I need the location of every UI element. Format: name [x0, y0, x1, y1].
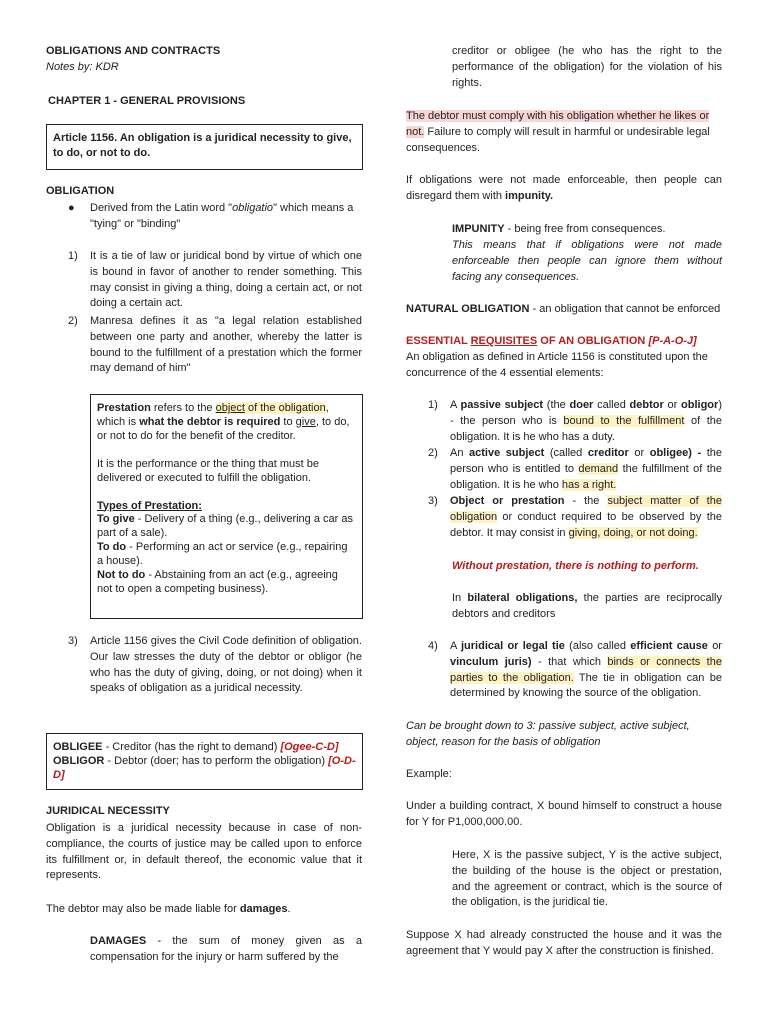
list-number: 1) — [68, 250, 78, 262]
bullet-text-b: " which means a "tying" or "binding" — [90, 202, 354, 230]
list-item-3 — [68, 634, 362, 697]
list-number: 2) — [428, 447, 438, 459]
ess-text-a: ESSENTIAL — [406, 335, 471, 347]
prestation-term: Prestation — [97, 402, 151, 414]
r-highlight: bound to the fulfillment — [563, 414, 685, 427]
damages-def-text: - the sum of money given as a compensation for the injury or harm suffered by the — [90, 935, 362, 963]
requisite-1 — [428, 398, 722, 445]
document-title: OBLIGATIONS AND CONTRACTS — [46, 45, 221, 57]
list-number: 3) — [68, 635, 78, 647]
bullet-latin — [68, 201, 362, 233]
r-text: - the — [564, 495, 608, 507]
obligee-line — [53, 740, 356, 754]
type-text: - Performing an act or service (e.g., repairing a house). — [97, 541, 348, 568]
list-number: 4) — [428, 640, 438, 652]
example-suppose: Suppose X had already constructed the house and it was the agreement that Y would pay X after the construction is finished. — [406, 929, 722, 957]
type-do — [97, 541, 356, 569]
type-label: To do — [97, 541, 127, 554]
obligee-mnemonic: [Ogee-C-D] — [280, 741, 339, 753]
requisite-text — [450, 398, 722, 445]
r-highlight: subject matter of the obligation — [450, 495, 722, 523]
r-text: A — [450, 399, 461, 411]
prestation-text: , which is — [97, 402, 329, 428]
juridical-heading: JURIDICAL NECESSITY — [46, 805, 170, 817]
requisite-4 — [428, 639, 722, 702]
bullet-text-a: Derived from the Latin word " — [90, 202, 233, 214]
r-text: or — [663, 399, 682, 411]
r-highlight: demand — [578, 462, 619, 475]
list-item-1 — [68, 249, 362, 312]
essential-intro: An obligation as defined in Article 1156 is constituted upon the concurrence of the 4 essential elements: — [406, 351, 708, 379]
requisite-text — [450, 639, 722, 702]
example-explanation: Here, X is the passive subject, Y is the active subject, the building of the house is the object or prestation, and the agreement or contract, which is the source of the obligation, is the juridical tie. — [452, 849, 722, 909]
impunity-definition — [452, 222, 722, 238]
r-text: of the obligation. It is he who has a duty. — [450, 414, 722, 443]
enforceable-paragraph — [406, 173, 722, 205]
ess-text-b: OF AN OBLIGATION — [537, 335, 649, 347]
comply-highlight: The debtor must comply with his obligation whether he likes or not. — [406, 110, 710, 138]
damages-definition — [90, 934, 362, 966]
juridical-paragraph: Obligation is a juridical necessity because in case of non-compliance, the courts of justice may be called upon to enforce its fulfillment or, in default thereof, the economic value that it represents. — [46, 822, 362, 882]
r-text: A — [450, 640, 461, 652]
comply-rest: Failure to comply will result in harmful or undesirable legal consequences. — [406, 125, 710, 154]
r-text: The tie in obligation can be determined by knowing the source of the obligation. — [450, 671, 722, 700]
prestation-object: object — [215, 402, 245, 414]
prestation-performance: It is the performance or the thing that must be delivered or executed to fulfill the obligation. — [97, 457, 319, 484]
r-bold: Object or prestation — [450, 495, 565, 507]
bullet-text-latin: obligatio — [232, 202, 274, 214]
obligee-label: OBLIGEE — [53, 741, 103, 753]
obligor-text: - Debtor (doer; has to perform the obligation) — [104, 755, 329, 767]
example-contract: Under a building contract, X bound himself to construct a house for Y for P1,000,000.00. — [406, 800, 722, 828]
r-text: or conduct required to be observed by the debtor. It may consist in — [450, 510, 722, 539]
r-text: An — [450, 447, 470, 459]
r-bold: debtor — [629, 399, 664, 411]
r-highlight: binds or connects the parties to the obligation. — [450, 655, 722, 684]
damages-label: DAMAGES — [90, 935, 147, 947]
list-item-text: It is a tie of law or juridical bond by virtue of which one is bound in favor of another to render something. This may consist in giving a thing, doing a certain act, or not doing a certain act. — [90, 250, 362, 310]
bil-text: the parties are reciprocally debtors and creditors — [452, 592, 723, 620]
bilateral-note — [452, 591, 722, 623]
r-text: (called — [544, 447, 588, 459]
prestation-definition — [97, 402, 356, 444]
list-number: 1) — [428, 399, 438, 411]
r-bold: juridical or legal tie — [461, 640, 565, 652]
r-bold: obligor — [681, 399, 719, 411]
article-1156-box — [46, 124, 363, 170]
prestation-text-hl: of the obligation — [244, 402, 326, 414]
type-label: To give — [97, 513, 135, 526]
r-bold: obligee) - — [649, 447, 702, 459]
r-highlight: giving, doing, or not doing. — [568, 526, 698, 539]
continued-text: creditor or obligee (he who has the right to the performance of the obligation) for the violation of his rights. — [452, 45, 722, 89]
requisite-2 — [428, 446, 722, 493]
ess-requisites: REQUISITES — [470, 335, 538, 347]
r-text: the fulfillment of the obligation. It is he who — [450, 462, 722, 491]
type-text: - Abstaining from an act (e.g., agreeing not to open a competing business). — [97, 569, 338, 595]
damages-paragraph — [46, 902, 362, 918]
list-item-text: Manresa defines it as "a legal relation established between one party and another, whereby the latter is bound to the fulfillment of a prestation which the former may demand of him" — [90, 315, 362, 375]
r-bold: efficient cause — [630, 640, 708, 652]
impunity-text: - being free from consequences. — [504, 223, 666, 235]
r-text: the person who is entitled to — [450, 447, 722, 475]
obligation-heading: OBLIGATION — [46, 185, 115, 197]
obligor-label: OBLIGOR — [53, 755, 105, 767]
list-item-text: Article 1156 gives the Civil Code definition of obligation. Our law stresses the duty of the debtor or obligor (he who has the duty of giving, doing, or not doing) when it speaks of obligation as a juridical necessity. — [90, 635, 362, 695]
essential-requisites-heading — [406, 334, 722, 350]
type-label: Not to do — [97, 569, 146, 582]
impunity-word: impunity. — [505, 189, 554, 202]
prestation-required: what the debtor is required — [139, 415, 281, 428]
list-number: 2) — [68, 315, 78, 327]
prestation-text: , to do, or not to do for the benefit of the creditor. — [97, 415, 350, 442]
requisite-text — [450, 446, 722, 493]
obligor-line — [53, 754, 356, 782]
comply-paragraph — [406, 109, 722, 156]
r-text: ) - the person who is — [450, 399, 722, 427]
prestation-text: refers to the — [150, 402, 216, 414]
r-text: called — [593, 399, 630, 411]
list-number: 3) — [428, 495, 438, 507]
natural-label: NATURAL OBLIGATION — [406, 303, 530, 315]
impunity-label: IMPUNITY — [452, 223, 505, 235]
prestation-note: Without prestation, there is nothing to perform. — [452, 560, 699, 572]
r-text: (also called — [564, 640, 631, 652]
natural-obligation — [406, 302, 722, 318]
summary-note: Can be brought down to 3: passive subject, active subject, object, reason for the basis of obligation — [406, 720, 690, 748]
example-label: Example: — [406, 768, 452, 780]
type-give — [97, 513, 356, 541]
obligee-text: - Creditor (has the right to demand) — [102, 741, 281, 753]
list-item-2 — [68, 314, 362, 377]
r-bold: active subject — [469, 447, 545, 459]
impunity-explanation: This means that if obligations were not made enforceable then people can ignore them without facing any consequences. — [452, 239, 722, 283]
r-bold: creditor — [587, 447, 629, 459]
notes-by: Notes by: KDR — [46, 61, 119, 73]
obligor-mnemonic: [O-D-D] — [53, 755, 356, 781]
chapter-heading: CHAPTER 1 - GENERAL PROVISIONS — [48, 95, 246, 107]
bullet-text — [90, 201, 362, 233]
damages-period: . — [287, 903, 291, 915]
obligee-obligor-box — [46, 733, 363, 790]
r-text: (the — [543, 399, 570, 411]
r-bold: passive subject — [460, 399, 544, 411]
r-text: - that which — [531, 655, 608, 668]
ess-mnemonic: [P-A-O-J] — [648, 335, 697, 347]
requisite-text — [450, 494, 722, 541]
types-heading: Types of Prestation: — [97, 499, 202, 512]
damages-bold: damages — [239, 903, 288, 915]
natural-text: - an obligation that cannot be enforced — [529, 303, 721, 315]
r-highlight: has a right. — [561, 478, 617, 491]
bil-text: In — [452, 592, 468, 604]
bil-bold: bilateral obligations, — [467, 592, 578, 604]
article-text: Article 1156. An obligation is a juridical necessity to give, to do, or not to do. — [53, 132, 352, 159]
prestation-text: to — [280, 415, 296, 428]
r-bold: vinculum juris) — [450, 655, 532, 668]
r-text: or — [707, 640, 722, 652]
r-bold: doer — [569, 399, 594, 411]
r-text: or — [628, 447, 650, 459]
enforceable-text: If obligations were not made enforceable, then people can disregard them with — [406, 174, 722, 202]
bullet-icon: ● — [68, 202, 75, 214]
requisite-3 — [428, 494, 722, 541]
type-not-do — [97, 569, 356, 597]
type-text: - Delivery of a thing (e.g., delivering a car as part of a sale). — [97, 513, 353, 540]
damages-text: The debtor may also be made liable for — [46, 903, 240, 915]
prestation-give: give — [295, 415, 316, 428]
prestation-box — [90, 394, 363, 619]
